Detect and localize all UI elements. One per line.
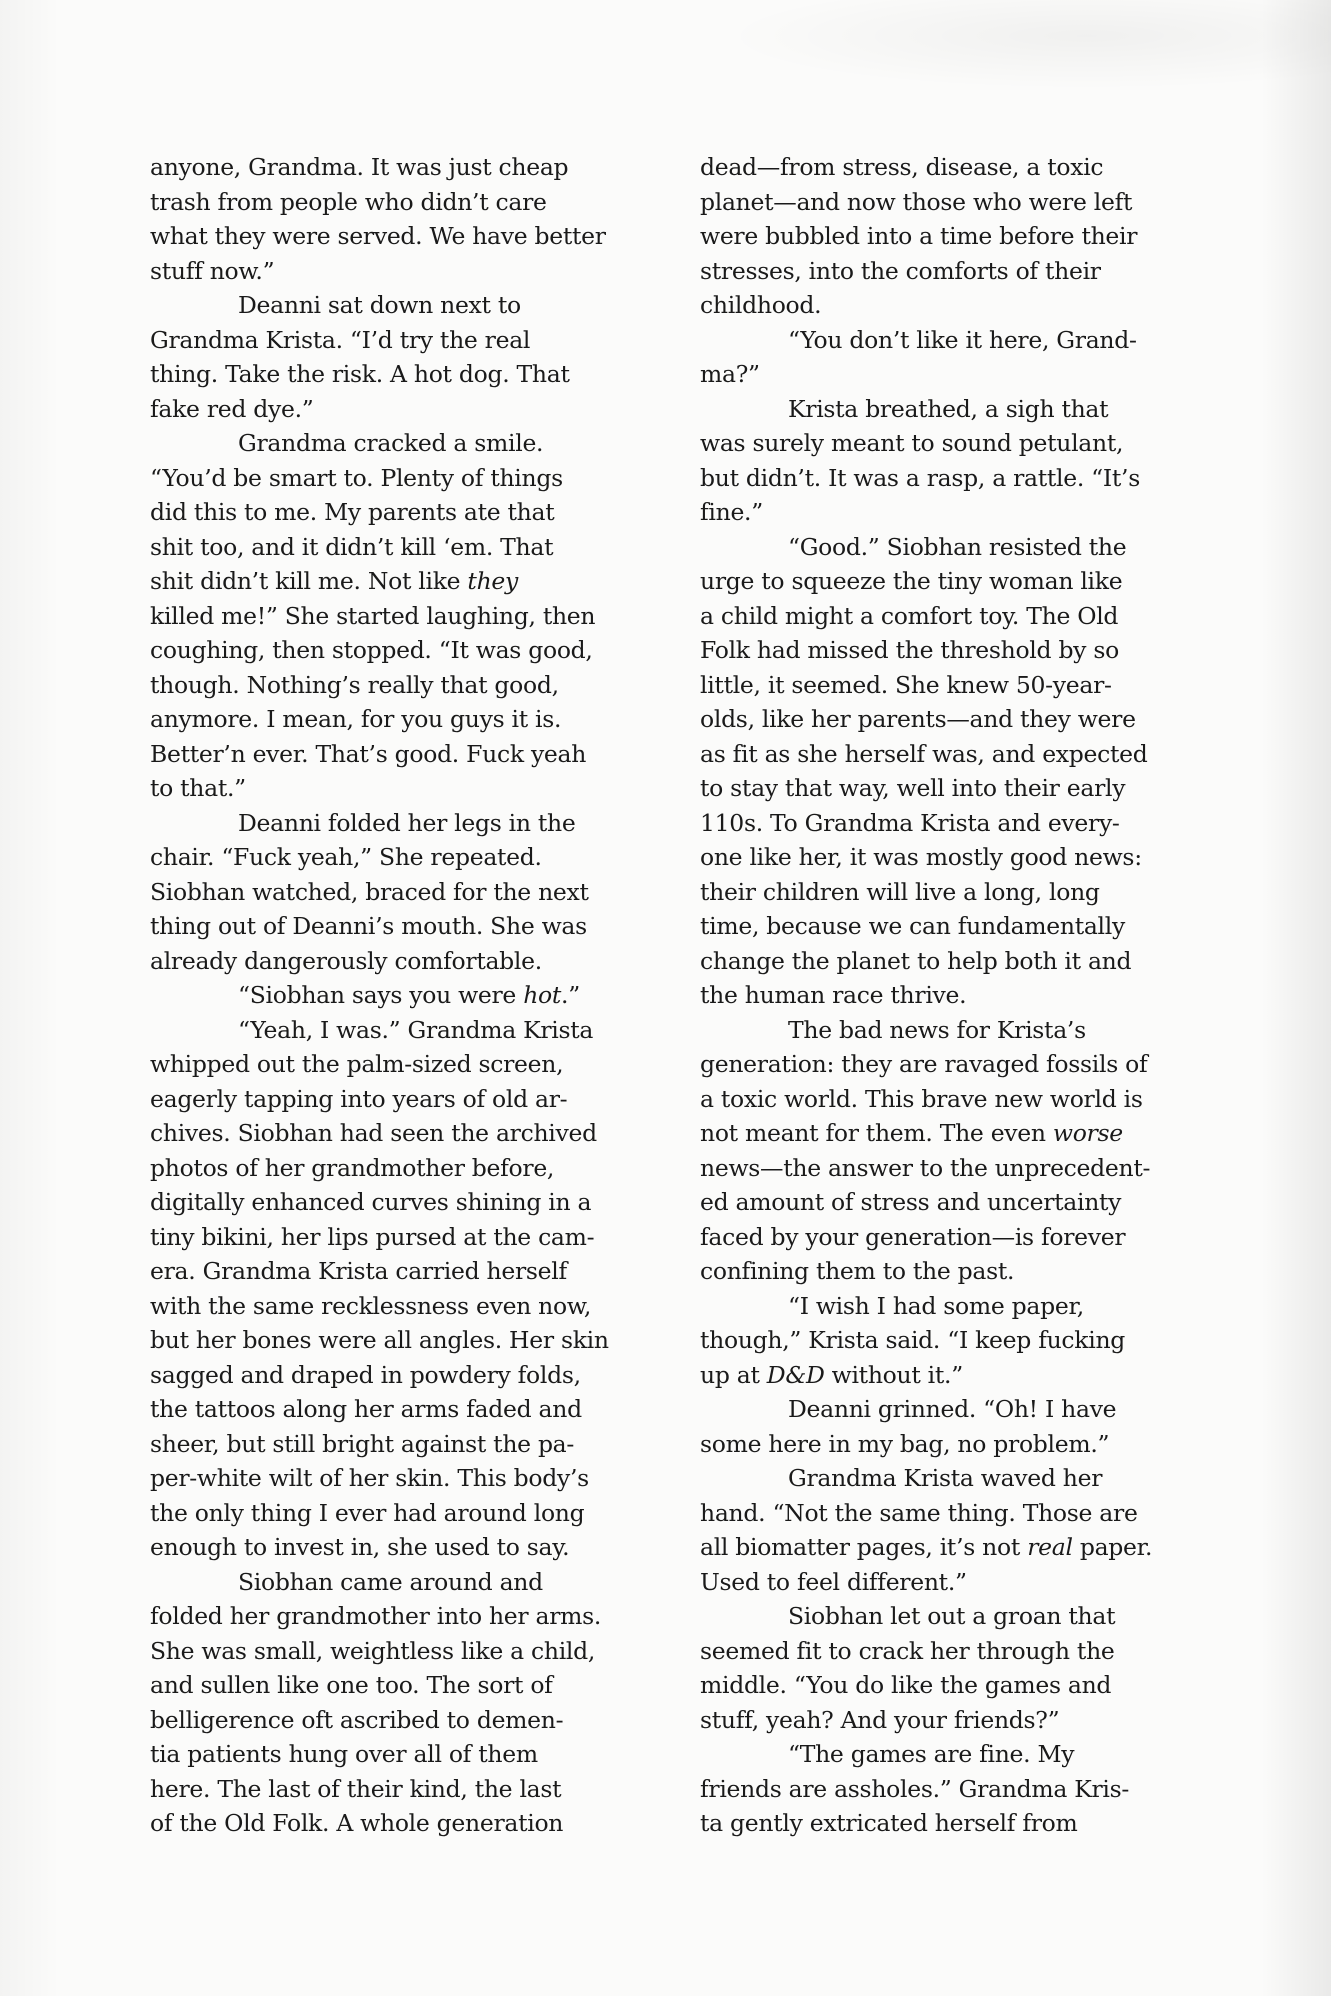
- text-run: coughing, then stopped. “It was good,: [150, 636, 593, 664]
- text-line: [150, 461, 620, 496]
- text-run: per-white wilt of her skin. This body’s: [150, 1464, 589, 1492]
- worn-texture-top: [720, 0, 1331, 90]
- text-line: [150, 771, 620, 806]
- text-run: little, it seemed. She knew 50-year-: [700, 670, 1112, 699]
- text-run: 110s. To Grandma Krista and every-: [700, 808, 1120, 837]
- text-run: middle. “You do like the games and: [700, 1671, 1112, 1699]
- text-run: did this to me. My parents ate that: [150, 498, 555, 526]
- text-line: [700, 1185, 1170, 1220]
- text-run: Grandma cracked a smile.: [238, 429, 544, 457]
- text-run: all biomatter pages, it’s not: [700, 1533, 1028, 1561]
- text-run: ma?”: [700, 360, 760, 388]
- text-line: [700, 323, 1170, 358]
- text-line: [150, 909, 620, 944]
- text-run: was surely meant to sound petulant,: [700, 429, 1124, 457]
- text-line: [150, 1703, 620, 1738]
- text-line: [150, 1116, 620, 1151]
- text-run: She was small, weightless like a child,: [150, 1636, 596, 1665]
- text-line: [700, 530, 1170, 565]
- text-run: generation: they are ravaged fossils of: [700, 1050, 1148, 1078]
- text-line: [700, 1461, 1170, 1496]
- text-run: to stay that way, well into their early: [700, 774, 1126, 802]
- text-run: Used to feel different.”: [700, 1567, 967, 1596]
- text-run: eagerly tapping into years of old ar-: [150, 1084, 568, 1113]
- text-run: some here in my bag, no problem.”: [700, 1429, 1110, 1458]
- worn-texture-left: [0, 0, 60, 1996]
- text-line: [700, 426, 1170, 461]
- italic-text-run: they: [467, 567, 518, 595]
- text-line: [700, 875, 1170, 910]
- text-run: era. Grandma Krista carried herself: [150, 1257, 567, 1285]
- text-run: Siobhan watched, braced for the next: [150, 877, 589, 906]
- text-line: [700, 1323, 1170, 1358]
- text-line: [700, 392, 1170, 427]
- text-line: [700, 1358, 1170, 1393]
- text-run: Better’n ever. That’s good. Fuck yeah: [150, 739, 587, 768]
- text-line: [700, 1530, 1170, 1565]
- text-run: but her bones were all angles. Her skin: [150, 1326, 609, 1354]
- text-line: [700, 1220, 1170, 1255]
- text-run: fine.”: [700, 498, 763, 526]
- text-run: “You’d be smart to. Plenty of things: [150, 463, 563, 492]
- text-line: [150, 1461, 620, 1496]
- text-run: seemed fit to crack her through the: [700, 1636, 1115, 1665]
- text-line: [150, 1737, 620, 1772]
- text-line: [150, 150, 620, 185]
- text-run: though. Nothing’s really that good,: [150, 670, 559, 699]
- text-run: dead—from stress, disease, a toxic: [700, 153, 1104, 181]
- text-line: [150, 219, 620, 254]
- text-run: though,” Krista said. “I keep fucking: [700, 1326, 1126, 1354]
- text-line: [150, 1220, 620, 1255]
- text-line: [700, 254, 1170, 289]
- text-run: the only thing I ever had around long: [150, 1498, 585, 1527]
- text-run: of the Old Folk. A whole generation: [150, 1809, 564, 1837]
- worn-texture-right: [1261, 0, 1331, 1996]
- text-line: [700, 1737, 1170, 1772]
- text-line: [700, 564, 1170, 599]
- text-line: [150, 1565, 620, 1600]
- text-run: were bubbled into a time before their: [700, 222, 1138, 250]
- text-line: [150, 944, 620, 979]
- text-run: Krista breathed, a sigh that: [788, 394, 1109, 423]
- text-run-after: .”: [561, 981, 580, 1009]
- text-run: the tattoos along her arms faded and: [150, 1395, 582, 1423]
- text-line: [700, 633, 1170, 668]
- text-run: shit too, and it didn’t kill ‘em. That: [150, 532, 554, 561]
- text-run: Deanni grinned. “Oh! I have: [788, 1395, 1117, 1423]
- text-run: sagged and draped in powdery folds,: [150, 1360, 581, 1389]
- text-line: [150, 1289, 620, 1324]
- text-line: [150, 875, 620, 910]
- text-run: The bad news for Krista’s: [788, 1015, 1086, 1044]
- text-line: [700, 840, 1170, 875]
- text-line: [700, 1496, 1170, 1531]
- text-run: their children will live a long, long: [700, 877, 1100, 906]
- text-run: a child might a comfort toy. The Old: [700, 601, 1119, 630]
- text-run: trash from people who didn’t care: [150, 187, 547, 216]
- text-run: and sullen like one too. The sort of: [150, 1671, 553, 1699]
- text-line: [700, 1634, 1170, 1669]
- text-run: not meant for them. The even: [700, 1119, 1053, 1147]
- text-line: [150, 702, 620, 737]
- text-run: “Yeah, I was.” Grandma Krista: [238, 1015, 594, 1044]
- text-run: Grandma Krista waved her: [788, 1464, 1103, 1492]
- text-run: killed me!” She started laughing, then: [150, 601, 596, 630]
- text-run: “You don’t like it here, Grand-: [788, 325, 1137, 354]
- text-line: [150, 1151, 620, 1186]
- text-run: friends are assholes.” Grandma Kris-: [700, 1774, 1129, 1803]
- text-line: [150, 737, 620, 772]
- text-line: [150, 254, 620, 289]
- text-line: [700, 1151, 1170, 1186]
- text-run: Grandma Krista. “I’d try the real: [150, 325, 531, 354]
- text-line: [150, 633, 620, 668]
- text-run: photos of her grandmother before,: [150, 1153, 555, 1182]
- text-line: [150, 1530, 620, 1565]
- text-run: belligerence oft ascribed to demen-: [150, 1705, 564, 1734]
- text-run: stresses, into the comforts of their: [700, 256, 1101, 285]
- italic-text-run: hot: [523, 981, 562, 1009]
- text-line: [700, 668, 1170, 703]
- text-line: [150, 495, 620, 530]
- text-run: confining them to the past.: [700, 1257, 1015, 1285]
- text-run: the human race thrive.: [700, 981, 967, 1009]
- text-line: [150, 840, 620, 875]
- text-run: chair. “Fuck yeah,” She repeated.: [150, 843, 542, 871]
- text-line: [150, 185, 620, 220]
- text-run: Siobhan let out a groan that: [788, 1602, 1116, 1630]
- text-run: Folk had missed the threshold by so: [700, 636, 1119, 664]
- text-run: “Siobhan says you were: [238, 981, 524, 1009]
- text-line: [150, 1772, 620, 1807]
- text-run: what they were served. We have better: [150, 222, 606, 250]
- text-line: [700, 1772, 1170, 1807]
- text-run: with the same recklessness even now,: [150, 1291, 592, 1320]
- text-line: [150, 1496, 620, 1531]
- text-run: as fit as she herself was, and expected: [700, 739, 1148, 768]
- text-line: [150, 978, 620, 1013]
- text-line: [700, 1599, 1170, 1634]
- text-line: [150, 530, 620, 565]
- text-run: but didn’t. It was a rasp, a rattle. “It’s: [700, 463, 1140, 492]
- text-line: [150, 599, 620, 634]
- text-line: [150, 1599, 620, 1634]
- text-line: [150, 806, 620, 841]
- text-line: [150, 426, 620, 461]
- text-run: hand. “Not the same thing. Those are: [700, 1498, 1138, 1527]
- text-run: fake red dye.”: [150, 394, 314, 423]
- text-line: [700, 1013, 1170, 1048]
- text-line: [150, 1427, 620, 1462]
- text-run-after: without it.”: [824, 1360, 963, 1389]
- text-line: [700, 150, 1170, 185]
- text-line: [700, 771, 1170, 806]
- text-run: here. The last of their kind, the last: [150, 1774, 562, 1803]
- text-line: [700, 1668, 1170, 1703]
- text-run: Deanni folded her legs in the: [238, 808, 576, 837]
- text-line: [150, 564, 620, 599]
- text-line: [150, 1323, 620, 1358]
- text-run: Siobhan came around and: [238, 1567, 543, 1596]
- text-run: news—the answer to the unprecedent-: [700, 1153, 1151, 1182]
- text-run: stuff, yeah? And your friends?”: [700, 1705, 1060, 1734]
- text-run: anyone, Grandma. It was just cheap: [150, 153, 569, 181]
- text-line: [700, 806, 1170, 841]
- text-run: thing. Take the risk. A hot dog. That: [150, 360, 570, 388]
- text-line: [700, 1254, 1170, 1289]
- text-line: [700, 357, 1170, 392]
- text-run: olds, like her parents—and they were: [700, 705, 1136, 733]
- text-line: [150, 1392, 620, 1427]
- text-line: [150, 668, 620, 703]
- text-line: [150, 1806, 620, 1841]
- text-run: chives. Siobhan had seen the archived: [150, 1119, 597, 1147]
- text-run: childhood.: [700, 291, 822, 319]
- text-line: [700, 702, 1170, 737]
- text-line: [700, 1289, 1170, 1324]
- text-line: [150, 1185, 620, 1220]
- text-line: [150, 323, 620, 358]
- text-line: [700, 1082, 1170, 1117]
- text-run: enough to invest in, she used to say.: [150, 1533, 570, 1561]
- text-run: digitally enhanced curves shining in a: [150, 1188, 592, 1216]
- italic-text-run: D&D: [766, 1360, 825, 1389]
- text-line: [700, 185, 1170, 220]
- text-line: [150, 1668, 620, 1703]
- text-run: stuff now.”: [150, 256, 275, 285]
- text-line: [700, 1427, 1170, 1462]
- text-line: [700, 599, 1170, 634]
- text-run: one like her, it was mostly good news:: [700, 843, 1142, 871]
- text-line: [700, 288, 1170, 323]
- text-run: Deanni sat down next to: [238, 291, 521, 319]
- text-line: [700, 495, 1170, 530]
- text-run: sheer, but still bright against the pa-: [150, 1429, 575, 1458]
- text-run: “Good.” Siobhan resisted the: [788, 532, 1127, 561]
- text-run: “I wish I had some paper,: [788, 1291, 1084, 1320]
- text-line: [700, 737, 1170, 772]
- text-line: [150, 1047, 620, 1082]
- text-line: [150, 1013, 620, 1048]
- text-run: tiny bikini, her lips pursed at the cam-: [150, 1222, 595, 1251]
- text-run: urge to squeeze the tiny woman like: [700, 567, 1123, 595]
- left-text-column: [150, 150, 620, 1841]
- text-line: [150, 1254, 620, 1289]
- text-line: [150, 288, 620, 323]
- text-run: up at: [700, 1360, 767, 1389]
- text-line: [700, 978, 1170, 1013]
- text-line: [150, 392, 620, 427]
- text-run: already dangerously comfortable.: [150, 946, 542, 975]
- text-line: [700, 1116, 1170, 1151]
- text-line: [700, 1047, 1170, 1082]
- text-line: [700, 1392, 1170, 1427]
- text-run: “The games are fine. My: [788, 1740, 1075, 1768]
- text-line: [700, 1565, 1170, 1600]
- text-run: planet—and now those who were left: [700, 187, 1133, 216]
- text-line: [700, 461, 1170, 496]
- italic-text-run: real: [1027, 1533, 1073, 1561]
- text-run-after: paper.: [1072, 1533, 1153, 1561]
- text-run: folded her grandmother into her arms.: [150, 1602, 602, 1630]
- text-run: whipped out the palm-sized screen,: [150, 1050, 564, 1078]
- text-run: ed amount of stress and uncertainty: [700, 1188, 1122, 1216]
- text-run: to that.”: [150, 774, 246, 802]
- text-run: tia patients hung over all of them: [150, 1740, 538, 1768]
- text-run: a toxic world. This brave new world is: [700, 1084, 1143, 1113]
- text-run: faced by your generation—is forever: [700, 1222, 1126, 1251]
- text-run: thing out of Deanni’s mouth. She was: [150, 912, 587, 940]
- text-line: [150, 1634, 620, 1669]
- text-line: [150, 357, 620, 392]
- text-run: ta gently extricated herself from: [700, 1809, 1078, 1837]
- italic-text-run: worse: [1052, 1119, 1123, 1147]
- text-line: [700, 1806, 1170, 1841]
- text-line: [700, 909, 1170, 944]
- text-line: [700, 944, 1170, 979]
- text-run: time, because we can fundamentally: [700, 912, 1125, 940]
- text-line: [700, 219, 1170, 254]
- text-run: anymore. I mean, for you guys it is.: [150, 705, 562, 733]
- right-text-column: [700, 150, 1170, 1841]
- text-run: shit didn’t kill me. Not like: [150, 567, 468, 595]
- text-run: change the planet to help both it and: [700, 946, 1132, 975]
- text-line: [150, 1082, 620, 1117]
- text-line: [150, 1358, 620, 1393]
- text-line: [700, 1703, 1170, 1738]
